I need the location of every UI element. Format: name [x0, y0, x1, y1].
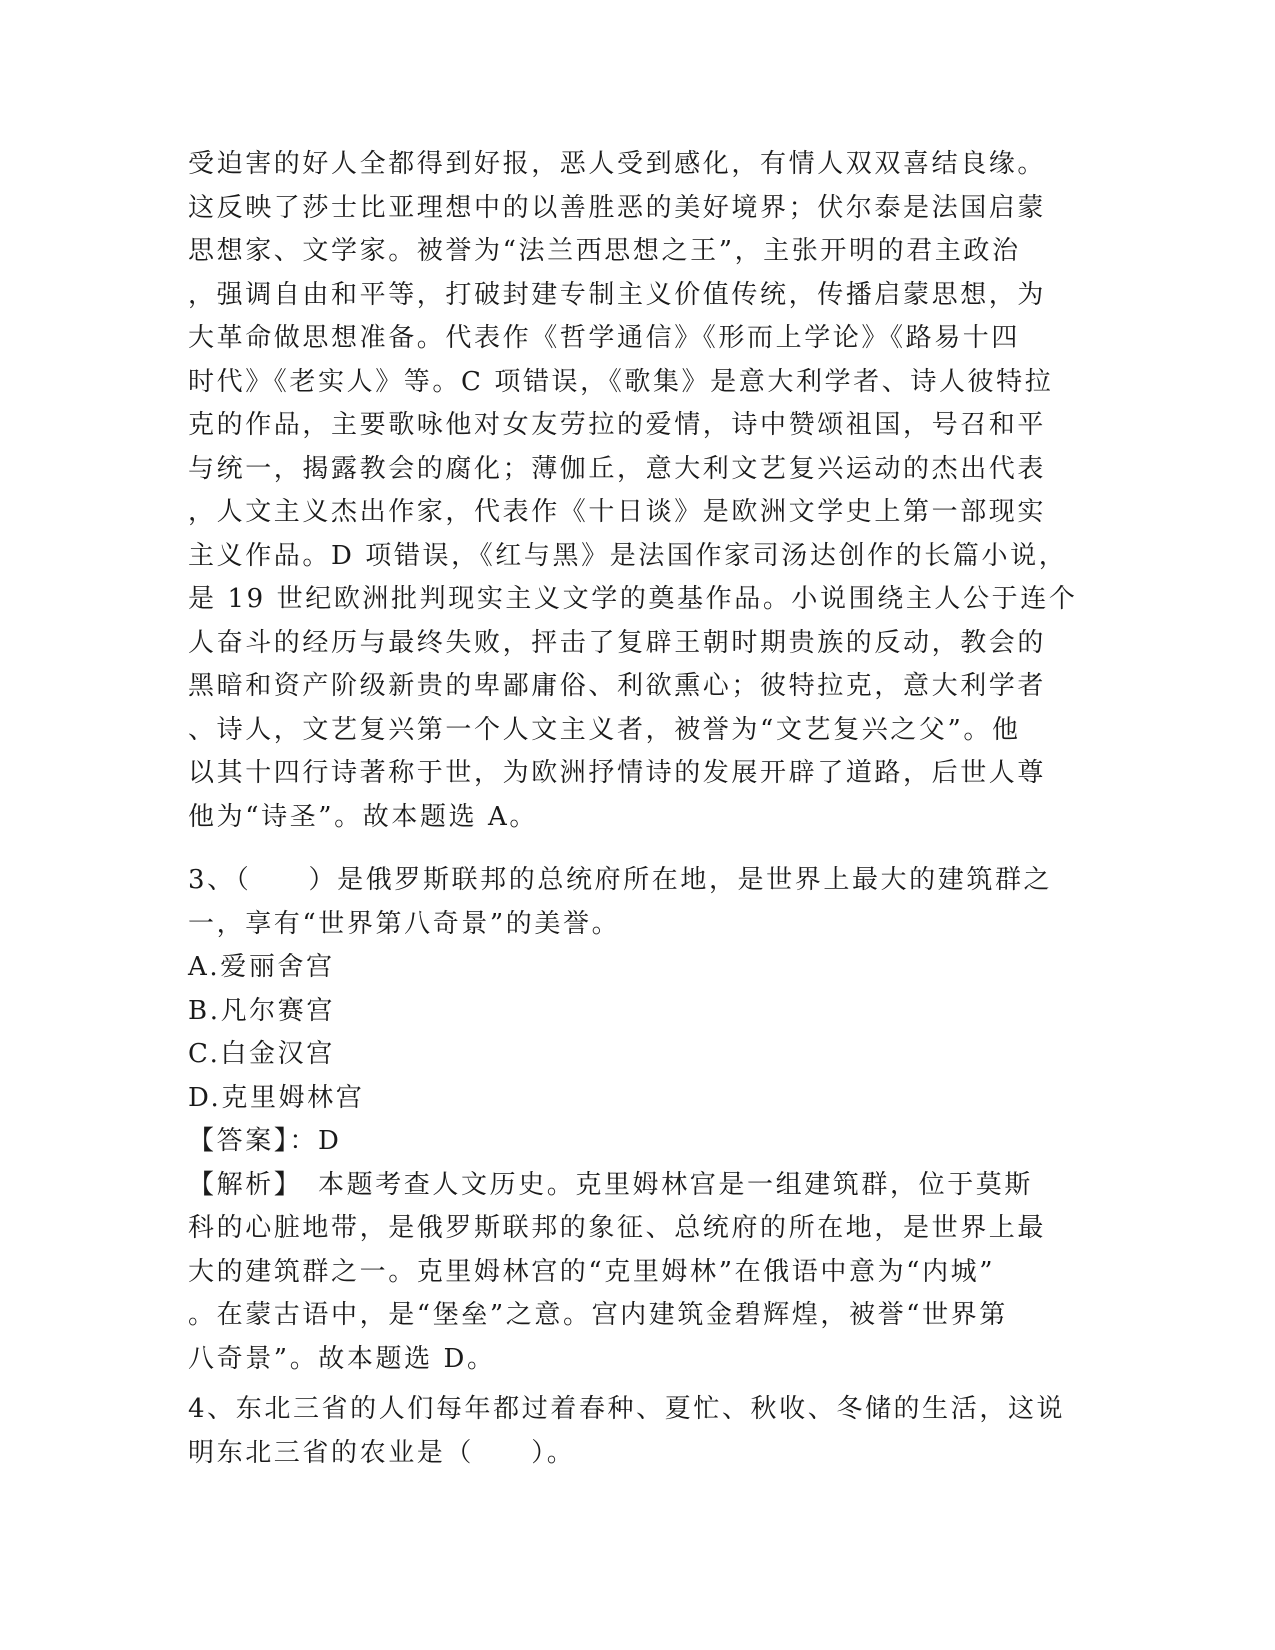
question-stem-line: 3、（ ）是俄罗斯联邦的总统府所在地，是世界上最大的建筑群之 — [188, 865, 1053, 895]
analysis-line: 八奇景”。故本题选 D。 — [188, 1343, 496, 1374]
text-line: 人奋斗的经历与最终失败，抨击了复辟王朝时期贵族的反动，教会的 — [188, 627, 1047, 658]
analysis-line: 。在蒙古语中，是“堡垒”之意。宫内建筑金碧辉煌，被誉“世界第 — [188, 1300, 1008, 1330]
question-4 — [188, 1388, 1088, 1475]
question-3 — [188, 859, 1088, 1381]
text-line: 思想家、文学家。被誉为“法兰西思想之王”，主张开明的君主政治 — [188, 236, 1021, 266]
text-line: 他为“诗圣”。故本题选 A。 — [188, 801, 539, 832]
text-line: 这反映了莎士比亚理想中的以善胜恶的美好境界；伏尔泰是法国启蒙 — [188, 192, 1047, 223]
option-d: D.克里姆林宫 — [188, 1082, 365, 1113]
answer-line: 【答案】：D — [188, 1126, 342, 1156]
text-line: 黑暗和资产阶级新贵的卑鄙庸俗、利欲熏心；彼特拉克，意大利学者 — [188, 671, 1047, 701]
question-stem-line: 一，享有“世界第八奇景”的美誉。 — [188, 908, 621, 939]
text-line: ，人文主义杰出作家，代表作《十日谈》是欧洲文学史上第一部现实 — [188, 497, 1047, 527]
analysis-line: 大的建筑群之一。克里姆林宫的“克里姆林”在俄语中意为“内城” — [188, 1256, 996, 1287]
question-stem-line: 4、东北三省的人们每年都过着春种、夏忙、秋收、冬储的生活，这说 — [188, 1394, 1066, 1424]
option-b: B.凡尔赛宫 — [188, 995, 335, 1026]
text-line: 大革命做思想准备。代表作《哲学通信》《形而上学论》《路易十四 — [188, 323, 1021, 353]
option-a: A.爱丽舍宫 — [188, 952, 335, 982]
analysis-line: 科的心脏地带，是俄罗斯联邦的象征、总统府的所在地，是世界上最 — [188, 1213, 1047, 1243]
explanation-paragraph — [188, 143, 1088, 839]
text-line: ，强调自由和平等，打破封建专制主义价值传统，传播启蒙思想，为 — [188, 279, 1047, 310]
text-line: 时代》《老实人》等。C 项错误，《歌集》是意大利学者、诗人彼特拉 — [188, 366, 1054, 397]
text-line: 主义作品。D 项错误，《红与黑》是法国作家司汤达创作的长篇小说， — [188, 540, 1068, 571]
question-stem-line: 明东北三省的农业是（ ）。 — [188, 1437, 576, 1468]
text-line: 以其十四行诗著称于世，为欧洲抒情诗的发展开辟了道路，后世人尊 — [188, 758, 1047, 788]
text-line: 受迫害的好人全都得到好报，恶人受到感化，有情人双双喜结良缘。 — [188, 149, 1047, 179]
text-line: 与统一，揭露教会的腐化；薄伽丘，意大利文艺复兴运动的杰出代表 — [188, 453, 1047, 484]
text-line: 是 19 世纪欧洲批判现实主义文学的奠基作品。小说围绕主人公于连个 — [188, 584, 1078, 614]
text-line: 、诗人，文艺复兴第一个人文主义者，被誉为“文艺复兴之父”。他 — [188, 714, 1021, 745]
option-c: C.白金汉宫 — [188, 1039, 335, 1069]
text-line: 克的作品，主要歌咏他对女友劳拉的爱情，诗中赞颂祖国，号召和平 — [188, 410, 1047, 440]
analysis-line: 【解析】 本题考查人文历史。克里姆林宫是一组建筑群，位于莫斯 — [188, 1169, 1034, 1200]
